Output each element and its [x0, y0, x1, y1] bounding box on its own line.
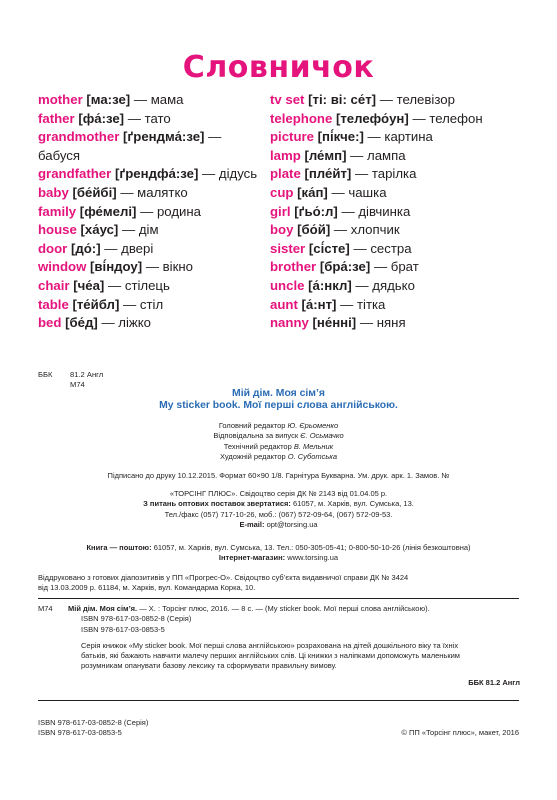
english-word: house — [38, 222, 77, 238]
english-word: tv set — [270, 92, 305, 107]
vocab-entry — [38, 296, 278, 315]
ukrainian-translation: тато — [144, 110, 171, 126]
vocab-entry — [38, 147, 278, 166]
transcription: [а́:нт] — [301, 296, 337, 312]
publisher-block — [0, 489, 557, 530]
transcription: [ґьо́:л] — [294, 203, 338, 219]
transcription: [че́а] — [73, 277, 105, 293]
dash: — — [412, 110, 426, 126]
catalog-mark: М74 — [38, 604, 53, 613]
english-word: baby — [38, 184, 69, 200]
ukrainian-translation: лампа — [367, 147, 406, 163]
vocab-entry — [270, 296, 540, 315]
dash: — — [340, 296, 354, 312]
ukrainian-translation: няня — [376, 315, 406, 331]
ukrainian-translation: родина — [156, 203, 202, 219]
transcription: [ка́п] — [297, 184, 328, 200]
transcription: [те́йбл] — [72, 296, 120, 312]
dash: — — [367, 129, 381, 145]
dash: — — [350, 147, 364, 163]
catalog-description-line: розумникам опанувати базову лексику та сформувати правильну вимову. — [81, 661, 337, 671]
vocab-entry — [270, 128, 540, 147]
dash: — — [373, 259, 388, 275]
english-word: girl — [270, 203, 291, 219]
vocab-entry — [38, 184, 278, 203]
ukrainian-translation: стілець — [124, 277, 170, 293]
transcription: [бо́й] — [297, 222, 331, 238]
english-word: nanny — [270, 315, 309, 331]
transcription: [бра́:зе] — [319, 259, 371, 275]
ukrainian-translation: малятко — [137, 184, 188, 200]
english-word: mother — [38, 92, 83, 107]
english-word: telephone — [270, 110, 333, 126]
english-word: chair — [38, 277, 70, 293]
bbk-author-mark: М74 — [70, 380, 85, 390]
dash: — — [120, 184, 134, 200]
vocab-entry — [38, 240, 278, 259]
book-title-en: My sticker book. Мої перші слова англійською. — [159, 400, 398, 411]
vocab-entry — [270, 277, 540, 296]
ukrainian-translation: тітка — [356, 296, 386, 312]
vocab-entry — [270, 147, 540, 166]
transcription: [ле́мп] — [304, 147, 347, 163]
ukrainian-translation: картина — [384, 129, 433, 145]
dash: — — [354, 166, 369, 182]
ukrainian-translation: дівчинка — [358, 203, 411, 219]
transcription: [фе́мелі] — [79, 203, 137, 219]
transcription: [сі́сте] — [308, 240, 350, 256]
english-word: family — [38, 203, 77, 219]
ukrainian-translation: хлопчик — [350, 222, 400, 238]
dash: — — [104, 240, 118, 256]
dash: — — [333, 222, 348, 238]
vocab-entry — [270, 110, 540, 129]
english-word: lamp — [270, 147, 301, 163]
vocab-entry — [270, 221, 540, 240]
credit-line: Технічний редактор В. Мельник — [223, 441, 334, 451]
footer-copyright: © ПП «Торсінг плюс», макет, 2016 — [401, 728, 519, 737]
transcription: [ті: ві: се́т] — [308, 92, 377, 107]
transcription: [бе́д] — [65, 315, 98, 331]
publisher-line: «ТОРСІНГ ПЛЮС». Свідоцтво серія ДК № 2143 від 01.04.05 р. — [169, 489, 388, 498]
transcription: [фа́:зе] — [78, 110, 125, 126]
catalog-isbn-series: ISBN 978-617-03-0852-8 (Серія) — [81, 614, 192, 624]
dash: — — [145, 259, 159, 275]
ukrainian-translation: ліжко — [118, 315, 151, 331]
vocab-entry — [38, 91, 278, 110]
transcription: [пі́кче:] — [317, 129, 364, 145]
dash: — — [355, 277, 369, 293]
print-info: Підписано до друку 10.12.2015. Формат 60×90 1/8. Гарнітура Букварна. Ум. друк. арк. 1. Замов. № — [107, 471, 450, 480]
dash: — — [359, 315, 374, 331]
mail-order-block — [0, 543, 557, 564]
transcription: [телефо́ун] — [335, 110, 409, 126]
printing-line: від 13.03.2009 р. 61184, м. Харків, вул. Командарма Корка, 10. — [38, 583, 256, 593]
catalog-bbk: ББК 81.2 Англ — [468, 677, 520, 687]
dash: — — [133, 92, 148, 107]
english-word: picture — [270, 129, 314, 145]
ukrainian-translation: дядько — [372, 277, 415, 293]
vocab-entry — [38, 165, 278, 184]
vocab-entry — [270, 165, 540, 184]
vocab-entry — [38, 258, 278, 277]
english-word: brother — [270, 259, 317, 275]
vocab-entry — [38, 277, 278, 296]
dash: — — [341, 203, 355, 219]
transcription: [не́нні] — [312, 315, 357, 331]
ukrainian-translation: сестра — [370, 240, 412, 256]
printing-block — [38, 573, 518, 594]
vocab-list-left — [38, 91, 278, 333]
ukrainian-translation: дім — [138, 222, 159, 238]
transcription: [ві́ндоу] — [90, 259, 143, 275]
english-word: plate — [270, 166, 301, 182]
catalog-title: Мій дім. Моя сім’я. — [68, 604, 138, 613]
ukrainian-translation: вікно — [162, 259, 193, 275]
transcription: [ґрендфа́:зе] — [114, 166, 199, 182]
dash: — — [121, 222, 136, 238]
transcription: [ха́ус] — [80, 222, 119, 238]
ukrainian-translation: брат — [390, 259, 419, 275]
ukrainian-translation: телефон — [429, 110, 483, 126]
ukrainian-translation: двері — [121, 240, 154, 256]
ukrainian-translation: дідусь — [218, 166, 258, 182]
vocab-entry — [270, 91, 540, 110]
transcription: [до́:] — [70, 240, 101, 256]
dash: — — [140, 203, 154, 219]
english-word: table — [38, 296, 69, 312]
page-title: Словничок — [182, 50, 375, 85]
ukrainian-translation: тарілка — [371, 166, 417, 182]
dash: — — [123, 296, 137, 312]
credits — [0, 421, 557, 462]
vocab-entry — [270, 203, 540, 222]
ukrainian-translation: бабуся — [38, 147, 81, 163]
vocab-entry — [270, 240, 540, 259]
vocab-entry — [270, 258, 540, 277]
dash: — — [353, 240, 367, 256]
english-word: cup — [270, 184, 294, 200]
english-word: door — [38, 240, 68, 256]
english-word: grandmother — [38, 129, 120, 145]
dash: — — [127, 110, 141, 126]
book-title-ua: Мій дім. Моя сім’я — [232, 388, 325, 399]
divider — [38, 700, 519, 701]
dash: — — [208, 129, 222, 145]
english-word: window — [38, 259, 87, 275]
transcription: [бе́йбі] — [72, 184, 117, 200]
catalog-text: — Х. : Торсінг плюс, 2016. — 8 с. — (My sticker book. Мої перші слова англійською). — [139, 604, 430, 613]
shop-line: Інтернет-магазин: www.torsing.ua — [218, 553, 339, 563]
mail-order-line: Книга — поштою: 61057, м. Харків, вул. Сумська, 13. Тел.: 050-305-05-41; 0-800-50-10-26 (лінія безкоштовна) — [86, 543, 471, 552]
vocab-entry — [38, 203, 278, 222]
email-line: E-mail: opt@torsing.ua — [239, 519, 318, 529]
vocab-entry — [38, 314, 278, 333]
vocab-list-right — [270, 91, 540, 333]
divider — [38, 598, 519, 599]
credit-line: Головний редактор Ю. Єрьоменко — [218, 421, 339, 430]
credit-line: Художній редактор О. Суботська — [220, 451, 337, 461]
english-word: aunt — [270, 296, 298, 312]
ukrainian-translation: телевізор — [396, 92, 455, 107]
english-word: bed — [38, 315, 62, 331]
transcription: [а́:нкл] — [308, 277, 352, 293]
english-word: boy — [270, 222, 294, 238]
vocab-entry — [38, 128, 278, 147]
vocab-entry — [270, 314, 540, 333]
vocab-entry — [38, 110, 278, 129]
dash: — — [101, 315, 115, 331]
footer-isbn-single: ISBN 978-617-03-0853-5 — [38, 728, 122, 738]
english-word: sister — [270, 240, 306, 256]
dash: — — [331, 184, 345, 200]
catalog-description-line: батьків, які бажають навчити малечу перших англійських слів. Ці книжки з наліпками допоможуть маленьким — [81, 651, 460, 661]
bbk-code: 81.2 Англ — [70, 370, 104, 379]
catalog-entry — [38, 604, 520, 688]
credit-line: Відповідальна за випуск Є. Осьмачко — [213, 431, 344, 441]
footer-isbn-series: ISBN 978-617-03-0852-8 (Серія) — [38, 718, 149, 727]
ukrainian-translation: мама — [150, 92, 184, 107]
ukrainian-translation: чашка — [348, 184, 387, 200]
dash: — — [379, 92, 393, 107]
ukrainian-translation: стіл — [139, 296, 164, 312]
english-word: uncle — [270, 277, 305, 293]
vocab-entry — [270, 184, 540, 203]
printing-line: Віддруковано з готових діапозитивів у ПП «Прогрес-О». Свідоцтво суб’єкта видавничої справи ДК № 3424 — [38, 573, 409, 582]
dash: — — [107, 277, 122, 293]
bbk-label: ББК — [38, 370, 53, 379]
catalog-isbn: ISBN 978-617-03-0853-5 — [81, 624, 165, 634]
transcription: [ґрендма́:зе] — [123, 129, 205, 145]
wholesale-line: З питань оптових поставок звертатися: 61057, м. Харків, вул. Сумська, 13. — [143, 499, 414, 509]
footer-isbn — [38, 718, 258, 739]
english-word: father — [38, 110, 75, 126]
phones-line: Тел./факс (057) 717-10-26, моб.: (067) 572-09-64, (067) 572-09-53. — [164, 509, 393, 519]
transcription: [пле́йт] — [304, 166, 352, 182]
catalog-description-line: Серія книжок «My sticker book. Мої перші слова англійською» розрахована на дітей дошкільного віку та їхніх — [81, 640, 459, 650]
transcription: [ма:зе] — [86, 92, 131, 107]
english-word: grandfather — [38, 166, 112, 182]
dash: — — [202, 166, 216, 182]
vocab-entry — [38, 221, 278, 240]
